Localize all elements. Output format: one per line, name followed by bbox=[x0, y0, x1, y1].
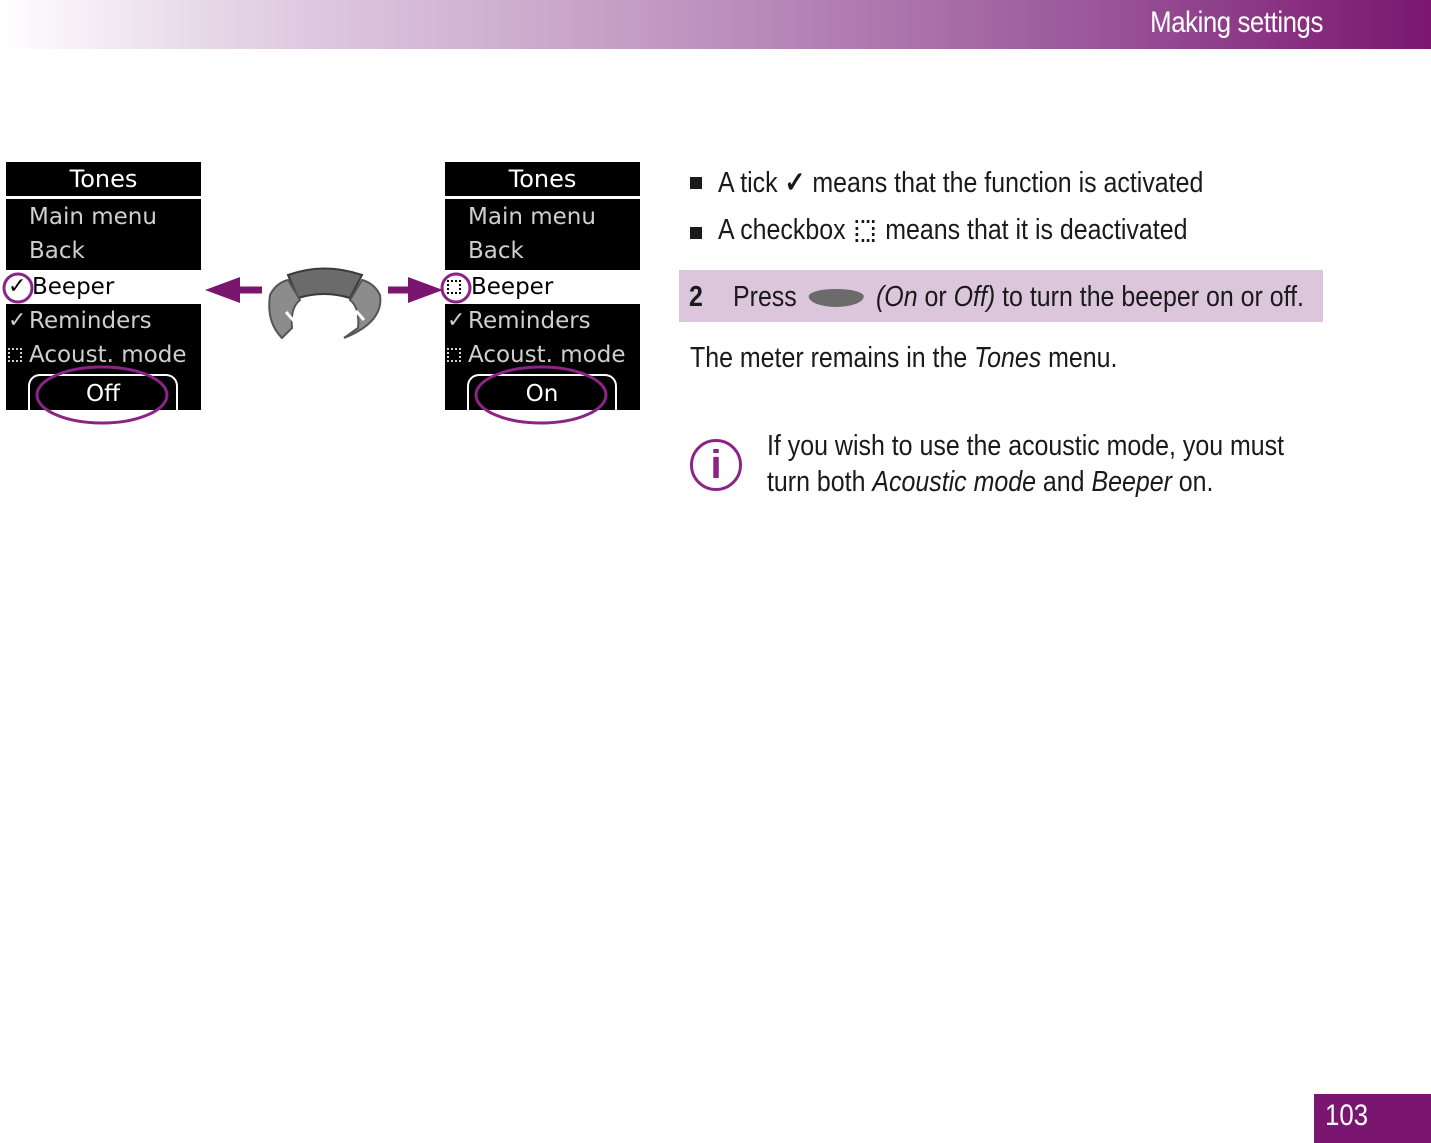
checkbox-icon bbox=[856, 220, 875, 242]
softkey-button-icon bbox=[809, 289, 864, 307]
menu-item-back: Back bbox=[468, 238, 524, 264]
tick-icon: ✓ bbox=[784, 167, 806, 199]
screen-title: Tones bbox=[445, 162, 640, 199]
menu-item-acoust-mode: Acoust. mode bbox=[445, 338, 640, 372]
step-number: 2 bbox=[689, 281, 703, 313]
menu-item-back: Back bbox=[29, 238, 85, 264]
step-text: Press (On or Off) to turn the beeper on or off. bbox=[733, 281, 1304, 313]
arrow-right-icon bbox=[388, 277, 443, 303]
bullet-tick: A tick ✓ means that the function is activated bbox=[718, 167, 1204, 199]
tick-icon: ✓ bbox=[447, 308, 466, 333]
menu-item-main-menu: Main menu bbox=[29, 204, 157, 230]
softkey-label: On bbox=[467, 374, 617, 410]
illustration-overlay bbox=[0, 0, 660, 440]
menu-item-main-menu: Main menu bbox=[468, 204, 596, 230]
menu-item-reminders: ✓ Reminders bbox=[445, 304, 640, 338]
page-number: 103 bbox=[1325, 1099, 1369, 1132]
page-header-title: Making settings bbox=[1150, 6, 1323, 39]
highlight-ellipse bbox=[476, 367, 606, 423]
highlight-ellipse bbox=[37, 367, 167, 423]
tick-icon: ✓ bbox=[8, 274, 27, 299]
menu-item-reminders: ✓ Reminders bbox=[6, 304, 201, 338]
bullet-checkbox: A checkbox means that it is deactivated bbox=[718, 214, 1188, 246]
menu-item-acoust-mode: Acoust. mode bbox=[6, 338, 201, 372]
info-line-1: If you wish to use the acoustic mode, you must bbox=[767, 430, 1285, 462]
paragraph-tones: The meter remains in the Tones menu. bbox=[690, 342, 1118, 374]
screen-title: Tones bbox=[6, 162, 201, 199]
info-line-2: turn both Acoustic mode and Beeper on. bbox=[767, 466, 1214, 498]
bullet-marker bbox=[690, 177, 702, 189]
arrow-left-icon bbox=[205, 277, 262, 303]
highlight-circle bbox=[4, 274, 32, 302]
menu-item-beeper: ✓ Beeper bbox=[6, 270, 201, 304]
menu-item-beeper: Beeper bbox=[445, 270, 640, 304]
keypad-icon bbox=[269, 269, 380, 339]
info-icon: i bbox=[690, 439, 742, 491]
softkey-label: Off bbox=[28, 374, 178, 410]
bullet-marker bbox=[690, 227, 702, 239]
highlight-circle bbox=[442, 274, 470, 302]
tick-icon: ✓ bbox=[8, 308, 27, 333]
